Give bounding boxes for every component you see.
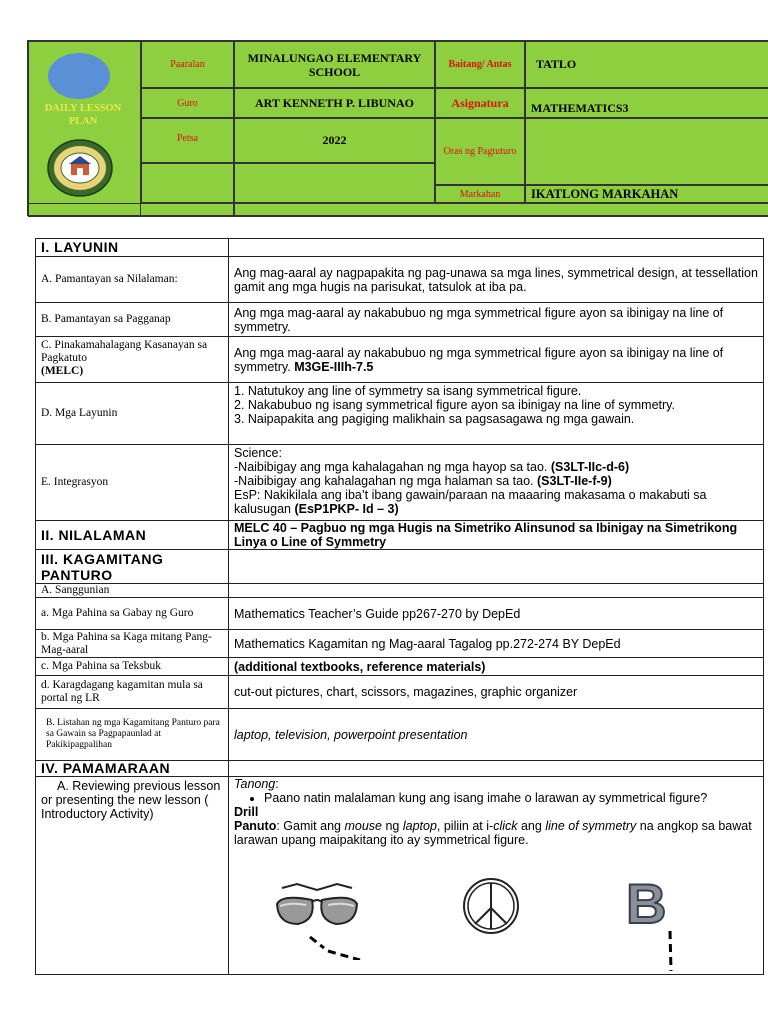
oras-label-cell (435, 118, 525, 185)
row-label: B. Pamantayan sa Pagganap (36, 303, 229, 336)
row-value: laptop, television, powerpoint presentation (234, 727, 468, 742)
letter-b-glyph: B (626, 873, 667, 935)
row-value: MELC 40 – Pagbuo ng mga Hugis na Simetriko Alinsunod sa Ibinigay na Simetrikong Linya o Line of Symmetry (234, 521, 738, 549)
asignatura-label: Asignatura (451, 95, 509, 110)
portal-lr-row (36, 676, 763, 709)
grade-value: TATLO (536, 57, 577, 71)
paaralan-label-cell (141, 41, 234, 88)
panuto-text: Panuto: Gamit ang mouse ng laptop, piliin at i-click ang line of symmetry na angkop sa bawat larawan upang maipakitang ito ay symmetrical figure. (234, 819, 752, 847)
markahan-label: Markahan (459, 188, 501, 200)
row-label: a. Mga Pahina sa Gabay ng Guro (36, 598, 229, 629)
tanong-label: Tanong (234, 777, 276, 791)
integration-code: (S3LT-IIe-f-9) (537, 474, 612, 488)
row-label: B. Listahan ng mga Kagamitang Panturo para sa Gawain sa Pagpapaunlad at Pakikipagpalihan (36, 709, 229, 760)
drill-label: Drill (234, 805, 259, 819)
footer-cell-left (28, 203, 234, 217)
row-value: (additional textbooks, reference materials) (234, 659, 486, 674)
petsa-label: Petsa (176, 133, 199, 144)
section-kagamitan-row (36, 550, 763, 584)
row-value: Mathematics Teacher’s Guide pp267-270 by DepEd (234, 606, 521, 621)
oras-value-cell (525, 118, 768, 185)
row-value (229, 337, 763, 382)
row-label: b. Mga Pahina sa Kaga mitang Pang-Mag-aaral (36, 630, 229, 657)
row-value: Tanong: • Paano natin malalaman kung ang isang imahe o larawan ay symmetrical figure? Drill Panuto: Gamit ang mouse ng laptop, piliin at i-click ang line of symmetry na angkop sa bawat larawan upang maipakitang ito ay symmetrical figure. (229, 777, 763, 974)
melc-label: C. Pinakamahalagang Kasanayan sa Pagkatuto (41, 339, 208, 364)
date-cell (234, 118, 435, 163)
row-label: E. Integrasyon (36, 445, 229, 520)
empty-cell-b (234, 163, 435, 203)
baitang-label-cell (435, 41, 525, 88)
quarter-cell (525, 185, 768, 203)
oras-label: Oras ng Pagtuturo (443, 145, 517, 157)
melc-text: Ang mga mag-aaral ay nakabubuo ng mga symmetrical figure ayon sa ibinigay na line of symmetry. (234, 345, 724, 374)
integration-code: (S3LT-IIc-d-6) (550, 460, 630, 474)
baitang-label: Baitang/ Antas (448, 59, 512, 70)
row-label: A. Pamantayan sa Nilalaman: (36, 257, 229, 302)
kagamitan-mag-aaral-row (36, 630, 763, 658)
integrasyon-row (36, 445, 763, 521)
subject-value: MATHEMATICS3 (531, 100, 629, 115)
asignatura-label-cell (435, 88, 525, 118)
question-item: • Paano natin malalaman kung ang isang imahe o larawan ay symmetrical figure? (264, 791, 763, 805)
teacher-name: ART KENNETH P. LIBUNAO (255, 95, 414, 110)
petsa-label-cell (141, 118, 234, 163)
paaralan-label: Paaralan (170, 59, 205, 70)
section-title: II. NILALAMAN (36, 521, 229, 549)
question-list (234, 791, 763, 805)
pamantayan-nilalaman-row (36, 257, 763, 303)
melc-code: M3GE-IIIh-7.5 (294, 359, 374, 374)
row-label: D. Mga Layunin (36, 383, 229, 444)
row-value: cut-out pictures, chart, scissors, magazines, graphic organizer (234, 685, 578, 699)
gabay-guro-row (36, 598, 763, 630)
teacher-cell (234, 88, 435, 118)
date-value: 2022 (322, 133, 347, 147)
quarter-value: IKATLONG MARKAHAN (531, 186, 679, 201)
footer-cell-right (234, 203, 768, 217)
row-value: Ang mag-aaral ay nagpapakita ng pag-unawa sa mga lines, symmetrical design, at tessellation gamit ang mga hugis na parisukat, tatsulok at iba pa. (234, 265, 758, 294)
section-title: III. KAGAMITANG PANTURO (36, 550, 229, 583)
peace-sign-icon[interactable] (461, 876, 521, 936)
section-title: I. LAYUNIN (36, 239, 229, 256)
sunglasses-icon[interactable] (272, 880, 362, 960)
markahan-label-cell (435, 185, 525, 203)
integration-code: (EsP1PKP- Id – 3) (294, 502, 399, 516)
objective-item: 1. Natutukoy ang line of symmetry sa isang symmetrical figure. (234, 384, 582, 398)
science-label: Science: (234, 446, 282, 460)
guro-label-cell (141, 88, 234, 118)
subject-cell (525, 88, 768, 118)
school-name: MINALUNGAO ELEMENTARY SCHOOL (247, 50, 422, 79)
layunin-row (36, 383, 763, 445)
row-label: A. Sanggunian (36, 584, 229, 597)
objective-item: 2. Nakabubuo ng isang symmetrical figure ayon sa ibinigay na line of symmetry. (234, 398, 675, 412)
row-label: d. Karagdagang kagamitan mula sa portal ng LR (36, 676, 229, 708)
listahan-row (36, 709, 763, 761)
row-label: c. Mga Pahina sa Teksbuk (36, 658, 229, 675)
row-value: Ang mga mag-aaral ay nakabubuo ng mga symmetrical figure ayon sa ibinigay na line of symmetry. (234, 305, 724, 334)
guro-label: Guro (177, 97, 198, 109)
melc-label-tag: (MELC) (41, 365, 84, 377)
teksbuk-row (36, 658, 763, 676)
melc-row (36, 337, 763, 383)
objective-item: 3. Naipapakita ang pagiging malikhain sa pagsasagawa ng mga gawain. (234, 412, 635, 426)
logo-image (48, 53, 110, 99)
section-pamamaraan-row (36, 761, 763, 777)
daily-lesson-plan-label: DAILY LESSON PLAN (44, 103, 122, 127)
integration-line: -Naibibigay ang mga kahalagahan ng mga hayop sa tao. (234, 460, 551, 474)
row-value (229, 445, 763, 520)
row-label: A. Reviewing previous lesson or presenting the new lesson ( Introductory Activity) (36, 777, 229, 974)
school-seal-icon (47, 139, 113, 197)
header-table (27, 40, 768, 216)
sanggunian-row (36, 584, 763, 598)
section-nilalaman-row (36, 521, 763, 550)
integration-line: -Naibibigay ang kahalagahan ng mga halaman sa tao. (234, 474, 537, 488)
school-cell (234, 41, 435, 88)
row-value (229, 383, 763, 444)
integration-line: EsP: Nakikilala ang iba’t ibang gawain/paraan na maaaring makasama o makabuti sa kalusugan (234, 488, 707, 516)
row-value: Mathematics Kagamitan ng Mag-aaral Tagalog pp.272-274 BY DepEd (234, 636, 621, 651)
section-layunin-row (36, 239, 763, 257)
empty-cell-a (141, 163, 234, 203)
pamantayan-pagganap-row (36, 303, 763, 337)
section-title: IV. PAMAMARAAN (36, 761, 229, 776)
row-label (36, 337, 229, 382)
letter-b-icon[interactable] (620, 873, 680, 973)
lesson-plan-table (35, 238, 764, 975)
grade-cell (525, 41, 768, 88)
